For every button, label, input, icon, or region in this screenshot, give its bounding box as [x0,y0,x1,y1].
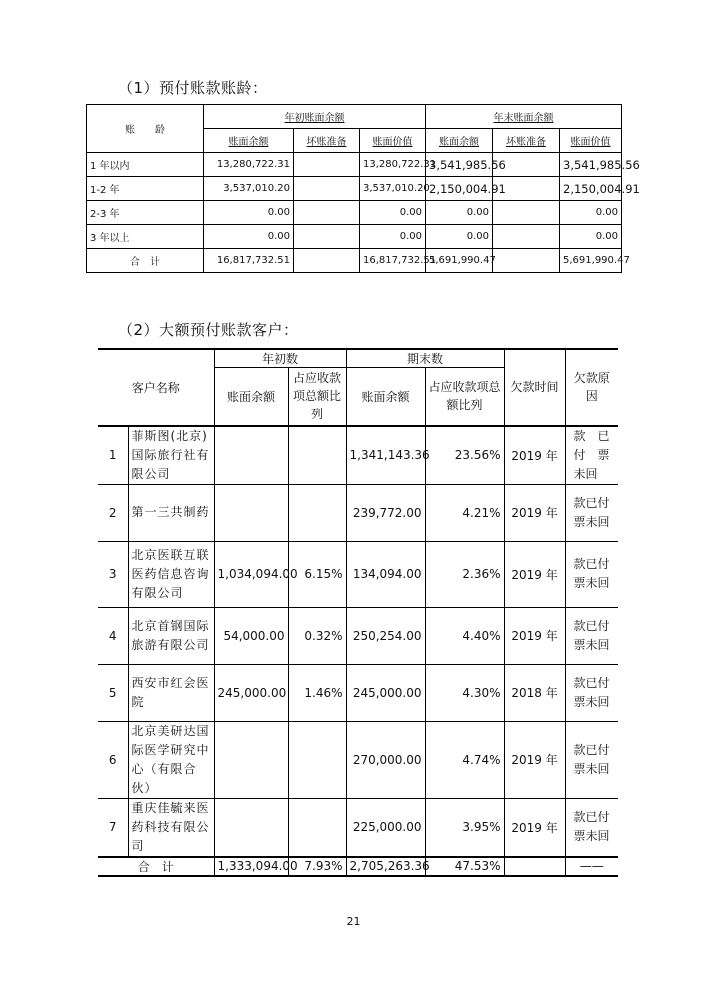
header-overdue-time: 欠款时间 [504,349,565,426]
customer-row [98,426,618,485]
total-begin-value: 16,817,732.51 [360,249,426,273]
end-balance-cell: 134,094.00 [346,541,425,607]
begin-balance-cell [214,426,288,485]
begin-value-cell: 0.00 [360,225,426,249]
begin-balance-cell: 3,537,010.20 [204,177,294,201]
begin-bad-debt-cell [294,225,360,249]
begin-bad-debt-cell [294,201,360,225]
aging-row [87,201,622,225]
total-end-ratio: 47.53% [425,857,504,876]
aging-total-row [87,249,622,273]
header-begin-balance: 账面余额 [214,368,288,426]
header-begin-group: 年初账面余额 [204,105,426,129]
end-balance-cell: 3,541,985.56 [426,153,493,177]
customer-row [98,607,618,664]
row-number: 5 [98,664,128,721]
header-begin-balance: 账面余额 [204,129,294,153]
section2-heading: （2）大额预付账款客户： [118,321,299,339]
begin-balance-cell [214,721,288,798]
total-end-balance: 5,691,990.47 [426,249,493,273]
begin-bad-debt-cell [294,177,360,201]
end-ratio-cell: 4.40% [425,607,504,664]
row-number: 4 [98,607,128,664]
row-number: 2 [98,484,128,541]
header-end-balance: 账面余额 [346,368,425,426]
end-balance-cell: 245,000.00 [346,664,425,721]
total-overdue-reason: —— [565,857,618,876]
end-ratio-cell: 3.95% [425,798,504,857]
end-ratio-cell: 4.74% [425,721,504,798]
begin-value-cell: 0.00 [360,201,426,225]
end-balance-cell: 0.00 [426,225,493,249]
customers-total-row [98,857,618,876]
begin-balance-cell: 0.00 [204,201,294,225]
end-value-cell: 2,150,004.91 [560,177,622,201]
total-end-value: 5,691,990.47 [560,249,622,273]
header-begin-bad-debt: 坏账准备 [294,129,360,153]
begin-balance-cell: 54,000.00 [214,607,288,664]
header-begin-ratio: 占应收款项总额比列 [288,368,346,426]
overdue-time-cell: 2019 年 [504,541,565,607]
total-label: 合 计 [87,249,204,273]
customer-row [98,798,618,857]
begin-balance-cell: 1,034,094.00 [214,541,288,607]
header-age: 账 龄 [87,105,204,153]
overdue-reason-cell: 款已付票未回 [565,664,618,721]
end-balance-cell: 239,772.00 [346,484,425,541]
end-value-cell: 0.00 [560,201,622,225]
row-number: 7 [98,798,128,857]
overdue-reason-cell: 款已付票未回 [565,607,618,664]
age-cell: 3 年以上 [87,225,204,249]
begin-balance-cell [214,484,288,541]
begin-bad-debt-cell [294,153,360,177]
begin-balance-cell: 0.00 [204,225,294,249]
end-bad-debt-cell [493,225,560,249]
total-overdue-time [504,857,565,876]
total-begin-bad-debt [294,249,360,273]
customer-name: 第一三共制药 [128,484,214,541]
section1-heading: （1）预付账款账龄： [118,79,268,97]
overdue-reason-cell: 款 已付 票未回 [565,426,618,485]
end-balance-cell: 0.00 [426,201,493,225]
begin-ratio-cell [288,426,346,485]
end-balance-cell: 1,341,143.36 [346,426,425,485]
customer-name: 西安市红会医院 [128,664,214,721]
overdue-time-cell: 2019 年 [504,721,565,798]
end-value-cell: 0.00 [560,225,622,249]
customer-name: 重庆佳毓来医药科技有限公司 [128,798,214,857]
overdue-time-cell: 2019 年 [504,607,565,664]
begin-value-cell: 3,537,010.20 [360,177,426,201]
header-begin-group: 年初数 [214,349,346,368]
end-ratio-cell: 4.21% [425,484,504,541]
header-end-group: 期末数 [346,349,504,368]
major-customers-table [98,348,618,877]
total-begin-balance: 1,333,094.00 [214,857,288,876]
header-end-ratio: 占应收款项总额比列 [425,368,504,426]
age-cell: 2-3 年 [87,201,204,225]
total-begin-balance: 16,817,732.51 [204,249,294,273]
customer-name: 菲斯图(北京)国际旅行社有限公司 [128,426,214,485]
row-number: 3 [98,541,128,607]
total-end-bad-debt [493,249,560,273]
overdue-reason-cell: 款已付票未回 [565,541,618,607]
overdue-time-cell: 2019 年 [504,426,565,485]
begin-ratio-cell [288,798,346,857]
row-number: 6 [98,721,128,798]
begin-ratio-cell [288,484,346,541]
end-ratio-cell: 23.56% [425,426,504,485]
customers-header-row [98,349,618,368]
begin-ratio-cell [288,721,346,798]
customer-row [98,721,618,798]
total-label: 合 计 [98,857,214,876]
begin-balance-cell [214,798,288,857]
overdue-time-cell: 2019 年 [504,484,565,541]
customer-row [98,664,618,721]
overdue-time-cell: 2018 年 [504,664,565,721]
overdue-reason-cell: 款已付票未回 [565,484,618,541]
aging-row [87,177,622,201]
total-end-balance: 2,705,263.36 [346,857,425,876]
header-end-value: 账面价值 [560,129,622,153]
customer-name: 北京首钢国际旅游有限公司 [128,607,214,664]
overdue-reason-cell: 款已付票未回 [565,798,618,857]
header-begin-value: 账面价值 [360,129,426,153]
begin-balance-cell: 245,000.00 [214,664,288,721]
end-value-cell: 3,541,985.56 [560,153,622,177]
header-customer: 客户名称 [98,349,214,426]
customer-row [98,484,618,541]
row-number: 1 [98,426,128,485]
begin-ratio-cell: 6.15% [288,541,346,607]
total-begin-ratio: 7.93% [288,857,346,876]
end-balance-cell: 225,000.00 [346,798,425,857]
age-cell: 1-2 年 [87,177,204,201]
customer-name: 北京美研达国际医学研究中心（有限合伙） [128,721,214,798]
aging-row [87,225,622,249]
customer-row [98,541,618,607]
overdue-time-cell: 2019 年 [504,798,565,857]
begin-ratio-cell: 0.32% [288,607,346,664]
end-balance-cell: 250,254.00 [346,607,425,664]
header-end-group: 年末账面余额 [426,105,622,129]
end-ratio-cell: 2.36% [425,541,504,607]
header-end-bad-debt: 坏账准备 [493,129,560,153]
end-balance-cell: 270,000.00 [346,721,425,798]
begin-balance-cell: 13,280,722.31 [204,153,294,177]
header-end-balance: 账面余额 [426,129,493,153]
age-cell: 1 年以内 [87,153,204,177]
customer-name: 北京医联互联医药信息咨询有限公司 [128,541,214,607]
end-balance-cell: 2,150,004.91 [426,177,493,201]
end-ratio-cell: 4.30% [425,664,504,721]
begin-ratio-cell: 1.46% [288,664,346,721]
aging-header-row [87,105,622,129]
aging-table [86,104,640,273]
aging-row [87,153,622,177]
begin-value-cell: 13,280,722.31 [360,153,426,177]
header-overdue-reason: 欠款原因 [565,349,618,426]
end-bad-debt-cell [493,201,560,225]
page-number: 21 [346,915,361,928]
overdue-reason-cell: 款已付票未回 [565,721,618,798]
